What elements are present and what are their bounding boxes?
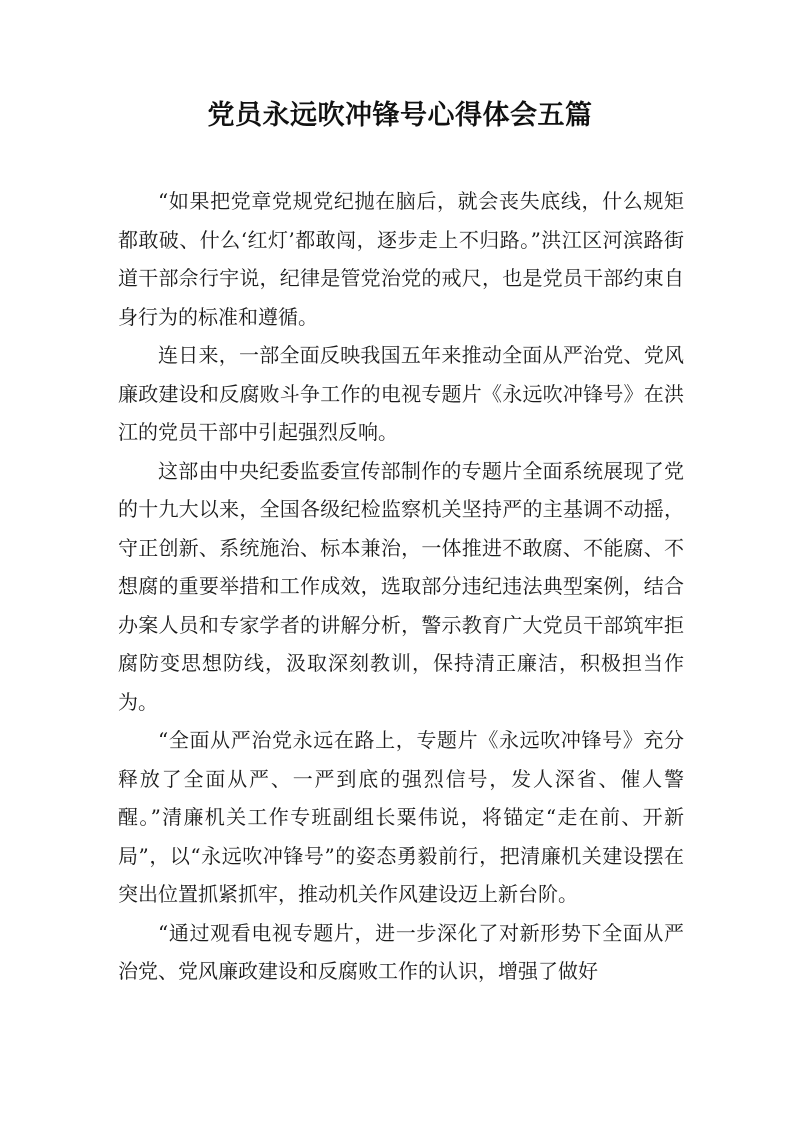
paragraph-3: 这部由中央纪委监委宣传部制作的专题片全面系统展现了党的十九大以来，全国各级纪检监察机关坚持严的主基调不动摇，守正创新、系统施治、标本兼治，一体推进不敢腐、不能腐、不想腐的重要举措和工作成效，选取部分违纪违法典型案例，结合办案人员和专家学者的讲解分析，警示教育广大党员干部筑牢拒腐防变思想防线，汲取深刻教训，保持清正廉洁，积极担当作为。 [118,458,684,714]
paragraph-4: “全面从严治党永远在路上，专题片《永远吹冲锋号》充分释放了全面从严、一严到底的强烈信号，发人深省、催人警醒。”清廉机关工作专班副组长粟伟说，将锚定“走在前、开新局”，以“永远吹冲锋号”的姿态勇毅前行，把清廉机关建设摆在突出位置抓紧抓牢，推动机关作风建设迈上新台阶。 [118,728,684,906]
document-body [118,182,684,991]
paragraph-1: “如果把党章党规党纪抛在脑后，就会丧失底线，什么规矩都敢破、什么‘红灯’都敢闯，逐步走上不归路。”洪江区河滨路街道干部佘行宇说，纪律是管党治党的戒尺，也是党员干部约束自身行为的标准和遵循。 [118,189,684,329]
document-title: 党员永远吹冲锋号心得体会五篇 [207,100,593,131]
paragraph-2: 连日来，一部全面反映我国五年来推动全面从严治党、党风廉政建设和反腐败斗争工作的电视专题片《永远吹冲锋号》在洪江的党员干部中引起强烈反响。 [118,343,684,444]
paragraph-5: “通过观看电视专题片，进一步深化了对新形势下全面从严治党、党风廉政建设和反腐败工作的认识，增强了做好 [118,920,684,983]
